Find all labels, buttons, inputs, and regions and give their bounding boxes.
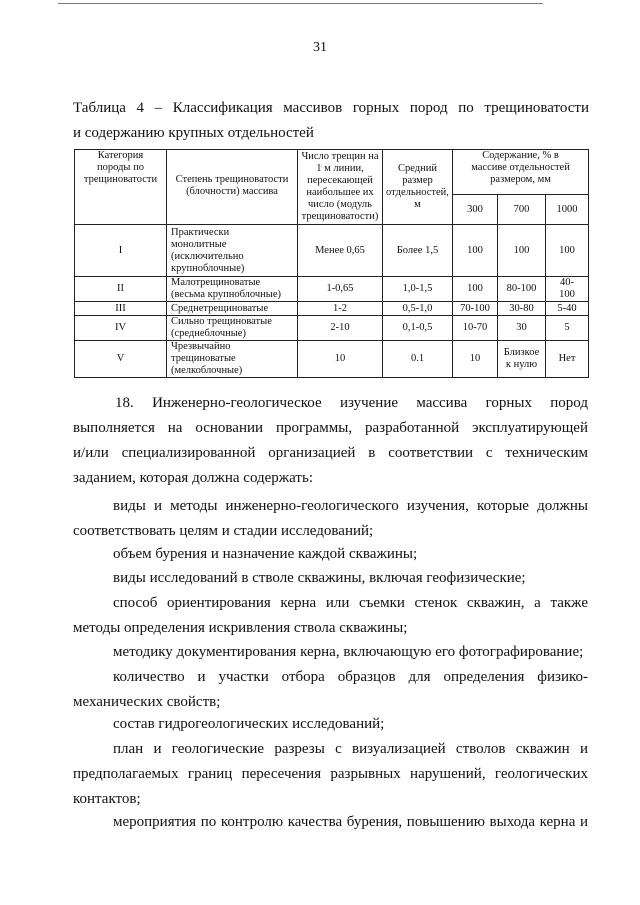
paragraph-line: выполняется на основании программы, разработанной эксплуатирующей [73, 420, 588, 436]
header-count-line: трещиноватости) [301, 211, 379, 222]
page-number: 31 [313, 40, 327, 55]
cell-degree-line: трещиноватые [171, 353, 236, 364]
cell-content-700: 80-100 [498, 277, 546, 302]
cell-content-1000-line: 100 [559, 289, 575, 300]
cell-degree-line: Практически [171, 226, 230, 238]
cell-content-700: Близкое к нулю [498, 341, 546, 378]
list-item: объем бурения и назначение каждой скважины; [113, 546, 418, 562]
cell-degree [167, 302, 298, 316]
cell-degree-line: Сильно трещиноватые [171, 316, 272, 327]
caption-line-1: Таблица 4 – Классификация массивов горных пород по трещиноватости [73, 100, 589, 116]
cell-degree-line: (мелкоблочные) [171, 365, 243, 376]
cell-degree [167, 225, 298, 277]
table-row [75, 302, 589, 316]
cell-crack-count: 10 [298, 341, 383, 378]
header-count-line: Число трещин на [301, 151, 379, 162]
cell-degree-line: (среднеблочные) [171, 328, 246, 339]
cell-content-1000-line: 5 [564, 322, 570, 333]
header-degree [167, 150, 298, 225]
paragraph-line: соответствовать целям и стадии исследований; [73, 523, 374, 539]
header-crack-count [298, 150, 383, 225]
paragraph-line: методы определения искривления ствола скважины; [73, 620, 408, 636]
table-row [75, 341, 589, 378]
cell-content-300: 100 [453, 225, 498, 277]
header-size-300: 300 [453, 195, 498, 225]
list-item: виды исследований в стволе скважины, включая геофизические; [113, 570, 526, 586]
cell-content-300: 10 [453, 341, 498, 378]
paragraph-line: предполагаемых границ пересечения разрывных нарушений, геологических [73, 766, 588, 782]
cell-content-300: 70-100 [453, 302, 498, 316]
list-item [73, 810, 588, 835]
cell-degree-line: монолитные [171, 238, 227, 250]
header-size-700: 700 [498, 195, 546, 225]
cell-content-700: 100 [498, 225, 546, 277]
cell-category: I [75, 225, 167, 277]
cell-content-700: 30-80 [498, 302, 546, 316]
cell-content-1000-line: 5-40 [557, 302, 577, 314]
header-count-line: 1 м линии, [316, 163, 364, 174]
cell-content-1000-line: 40- [560, 277, 574, 288]
header-size-1000: 1000 [546, 195, 589, 225]
header-average-size [383, 150, 453, 225]
table-row [75, 316, 589, 341]
cell-average-size: 1,0-1,5 [383, 277, 453, 302]
list-item [73, 737, 588, 812]
cell-crack-count: Менее 0,65 [298, 225, 383, 277]
header-category-line: Категория [97, 150, 144, 161]
paragraph-18 [73, 391, 588, 491]
cell-degree [167, 316, 298, 341]
paragraph-line: план и геологические разрезы с визуализацией стволов скважин и [113, 741, 588, 757]
cell-category: V [75, 341, 167, 378]
paragraph-line: контактов; [73, 791, 141, 807]
header-degree-line: Степень трещиноватости [175, 174, 289, 185]
cell-content-1000-line: Нет [558, 353, 576, 364]
paragraph-line: механических свойств; [73, 694, 221, 710]
cell-category: III [75, 302, 167, 316]
header-category-line: трещиноватости [83, 174, 158, 185]
paragraph-line: количество и участки отбора образцов для определения физико- [113, 669, 588, 685]
header-content-line: Содержание, % в [482, 150, 559, 161]
header-count-line: наибольшее их [306, 187, 374, 198]
cell-content-300: 10-70 [453, 316, 498, 341]
list-item: состав гидрогеологических исследований; [113, 716, 385, 732]
cell-degree [167, 341, 298, 378]
cell-crack-count: 1-0,65 [298, 277, 383, 302]
cell-degree-line: Среднетрещиноватые [171, 302, 269, 314]
header-content-line: размером, мм [490, 174, 551, 185]
table-row [75, 277, 589, 302]
cell-average-size: Более 1,5 [383, 225, 453, 277]
paragraph-line: способ ориентирования керна или съемки стенок скважин, а также [113, 595, 588, 611]
cell-content-1000 [546, 277, 589, 302]
cell-crack-count: 2-10 [298, 316, 383, 341]
header-content [453, 150, 589, 195]
cell-content-1000-line: 100 [559, 244, 575, 256]
cell-content-1000 [546, 225, 589, 277]
cell-content-1000 [546, 316, 589, 341]
cell-average-size: 0,5-1,0 [383, 302, 453, 316]
cell-content-700: 30 [498, 316, 546, 341]
page-top-rule [58, 3, 543, 4]
table-caption [73, 96, 589, 146]
cell-degree-line: (исключительно [171, 250, 244, 262]
cell-category: IV [75, 316, 167, 341]
header-degree-line: (блочности) массива [186, 186, 278, 197]
cell-content-300: 100 [453, 277, 498, 302]
cell-crack-count: 1-2 [298, 302, 383, 316]
header-size-line: размер [402, 175, 433, 186]
cell-degree-line: (весьма крупноблочные) [171, 289, 281, 300]
list-item [73, 494, 588, 544]
header-category [75, 150, 167, 225]
cell-degree-line: Чрезвычайно [171, 341, 231, 352]
header-count-line: пересекающей [307, 175, 373, 186]
paragraph-line: 18. Инженерно-геологическое изучение массива горных пород [115, 395, 588, 411]
cell-average-size: 0.1 [383, 341, 453, 378]
list-item: методику документирования керна, включающую его фотографирование; [113, 644, 584, 660]
header-count-line: число (модуль [308, 199, 372, 210]
cell-degree-line: Малотрещиноватые [171, 277, 261, 288]
cell-degree [167, 277, 298, 302]
cell-content-1000 [546, 341, 589, 378]
table-row [75, 225, 589, 277]
list-item [73, 665, 588, 715]
caption-line-2: и содержанию крупных отдельностей [73, 125, 314, 141]
header-content-line: массиве отдельностей [471, 162, 570, 173]
paragraph-line: заданием, которая должна содержать: [73, 470, 313, 486]
cell-degree-line: крупноблочные) [171, 262, 245, 274]
paragraph-line: и/или специализированной организацией в соответствии с техническим [73, 445, 588, 461]
list-item [73, 591, 588, 641]
classification-table [74, 149, 589, 378]
header-size-line: отдельностей, [386, 187, 449, 198]
cell-average-size: 0,1-0,5 [383, 316, 453, 341]
paragraph-line: мероприятия по контролю качества бурения, повышению выхода керна и [113, 814, 588, 830]
cell-content-1000 [546, 302, 589, 316]
header-size-line: м [414, 199, 421, 210]
paragraph-line: виды и методы инженерно-геологического изучения, которые должны [113, 498, 588, 514]
header-category-line: породы по [97, 162, 144, 173]
cell-category: II [75, 277, 167, 302]
header-size-line: Средний [398, 163, 437, 174]
